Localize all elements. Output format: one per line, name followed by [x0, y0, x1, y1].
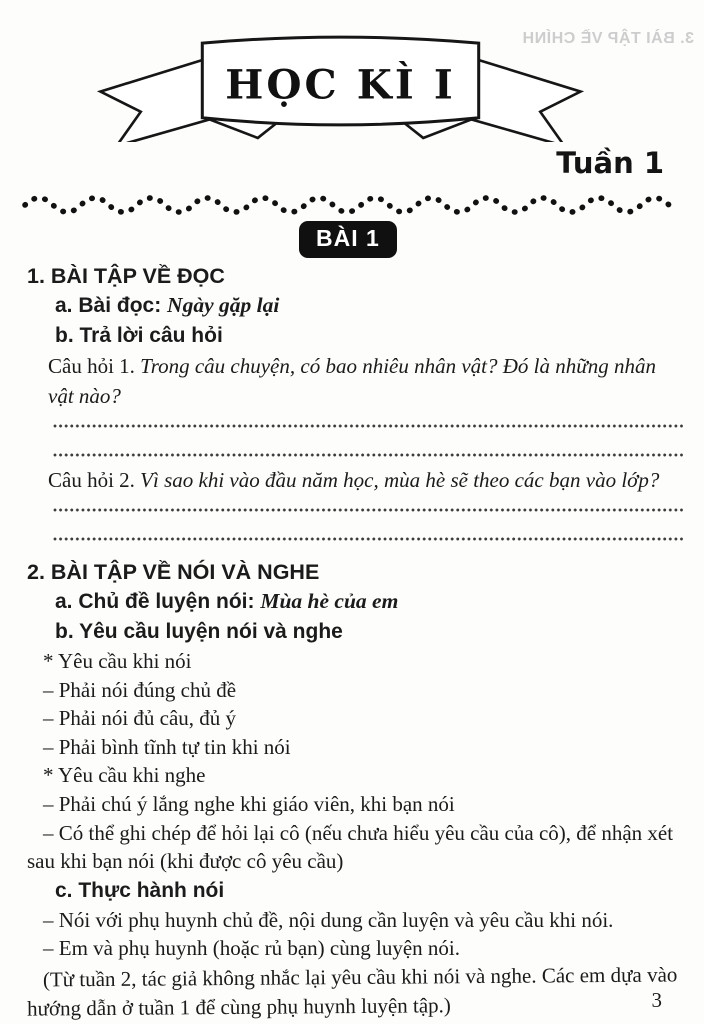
page-content — [27, 263, 685, 1020]
speaking-item-a-label: a. Chủ đề luyện nói: — [55, 590, 255, 613]
question-2-label: Câu hỏi 2. — [48, 468, 135, 492]
reading-item-b-label: b. Trả lời câu hỏi — [55, 324, 223, 347]
practice-item: – Em và phụ huynh (hoặc rủ bạn) cùng luyện nói. — [43, 936, 460, 961]
speak-requirement-item: – Phải nói đúng chủ đề — [43, 677, 237, 702]
chapter-ribbon-banner — [88, 27, 593, 142]
week-label: Tuần 1 — [556, 146, 664, 180]
practice-item: – Nói với phụ huynh chủ đề, nội dung cần luyện và yêu cầu khi nói. — [43, 907, 614, 932]
answer-line — [53, 508, 683, 512]
section-1-heading: 1. BÀI TẬP VỀ ĐỌC — [27, 264, 225, 288]
ribbon-banner-graphic — [88, 27, 593, 142]
speaking-item-a — [55, 586, 685, 617]
speaking-item-c-label: c. Thực hành nói — [55, 878, 225, 902]
reading-item-a — [55, 290, 685, 321]
ribbon-right-tail — [466, 57, 581, 142]
speak-requirement-item: – Phải nói đủ câu, đủ ý — [43, 706, 237, 731]
answer-line — [53, 453, 683, 457]
section-2-heading: 2. BÀI TẬP VỀ NÓI VÀ NGHE — [27, 560, 320, 584]
speak-requirements-header: * Yêu cầu khi nói — [43, 649, 192, 673]
author-note: (Từ tuần 2, tác giả không nhắc lại yêu cầu khi nói và nghe. Các em dựa vào hướng dẫn ở tuần 1 để cùng phụ huynh luyện tập.) — [27, 962, 678, 1021]
listen-requirement-item: – Phải chú ý lắng nghe khi giáo viên, khi bạn nói — [43, 791, 455, 816]
dotted-wave-divider — [20, 182, 686, 216]
reading-text-title: Ngày gặp lại — [167, 293, 280, 317]
lesson-badge: BÀI 1 — [299, 221, 397, 258]
listen-requirement-item: – Có thể ghi chép để hỏi lại cô (nếu chưa hiểu yêu cầu của cô), để nhận xét sau khi bạn nói (khi được cô yêu cầu) — [27, 820, 674, 874]
reading-item-a-label: a. Bài đọc: — [55, 294, 162, 317]
ribbon-left-tail — [100, 57, 215, 142]
speak-requirement-item: – Phải bình tĩnh tự tin khi nói — [43, 734, 291, 759]
speaking-item-b-label: b. Yêu cầu luyện nói và nghe — [55, 620, 343, 643]
answer-line — [53, 424, 683, 428]
speaking-topic: Mùa hè của em — [260, 589, 399, 613]
question-1-text: Trong câu chuyện, có bao nhiêu nhân vật? Đó là những nhân vật nào? — [48, 354, 656, 408]
listen-requirements-header: * Yêu cầu khi nghe — [43, 763, 206, 788]
page-number: 3 — [651, 988, 662, 1012]
semester-title: HỌC KÌ I — [225, 60, 456, 109]
bleed-through-text: 3. BÀI TẬP VỀ CHÍNH — [522, 30, 694, 47]
question-2-text: Vì sao khi vào đầu năm học, mùa hè sẽ theo các bạn vào lớp? — [140, 468, 660, 492]
answer-line — [53, 537, 683, 541]
question-1 — [48, 351, 685, 411]
question-2 — [48, 465, 685, 495]
question-1-label: Câu hỏi 1. — [48, 354, 135, 378]
